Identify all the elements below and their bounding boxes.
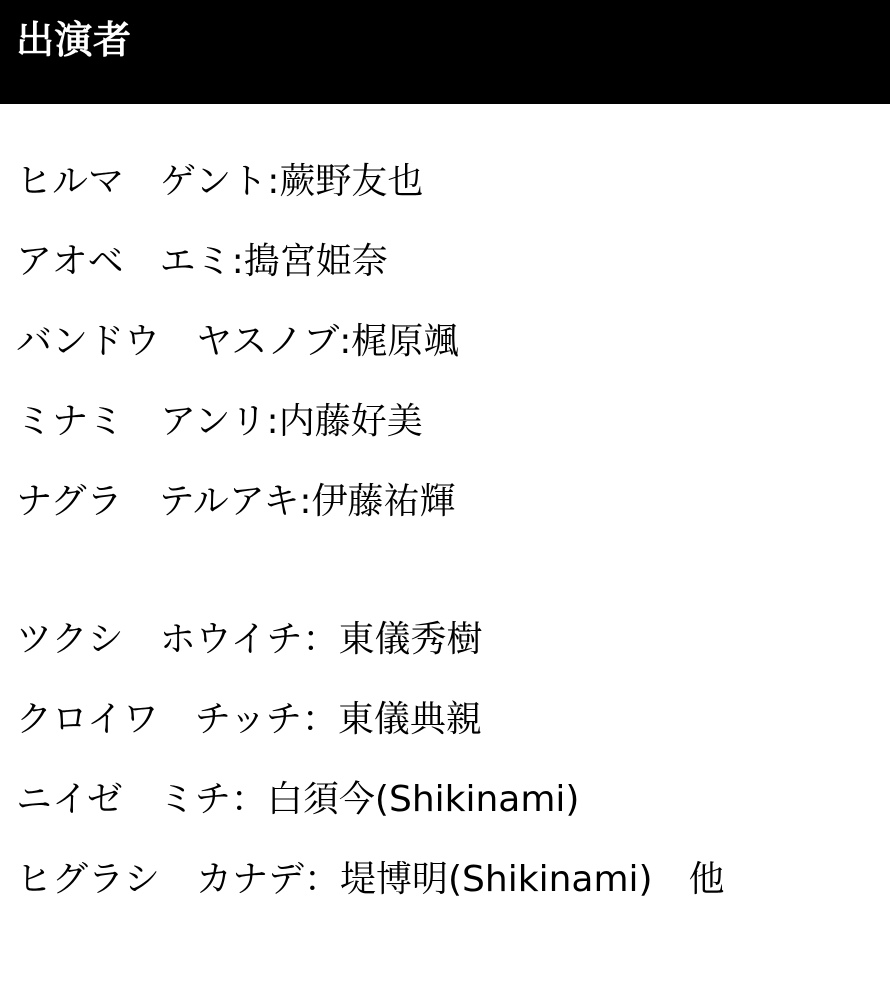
cast-line: ニイゼ ミチ：白須今(Shikinami) [16,779,580,820]
cast-line: ツクシ ホウイチ：東儀秀樹 [16,619,483,660]
page-header [0,0,890,104]
group-separator [16,542,874,600]
cast-content [0,104,890,920]
cast-line: ヒルマ ゲント:蕨野友也 [16,161,424,202]
cast-group-secondary [16,600,874,920]
cast-line: バンドウ ヤスノブ:梶原颯 [16,321,460,362]
cast-line: ミナミ アンリ:内藤好美 [16,401,423,442]
cast-group-main [16,142,874,542]
cast-line: クロイワ チッチ：東儀典親 [16,699,482,740]
cast-line: アオベ エミ:搗宮姫奈 [16,241,388,282]
cast-line: ナグラ テルアキ:伊藤祐輝 [16,481,456,522]
page-title: 出演者 [16,18,132,62]
cast-line: ヒグラシ カナデ：堤博明(Shikinami) 他 [16,859,725,900]
